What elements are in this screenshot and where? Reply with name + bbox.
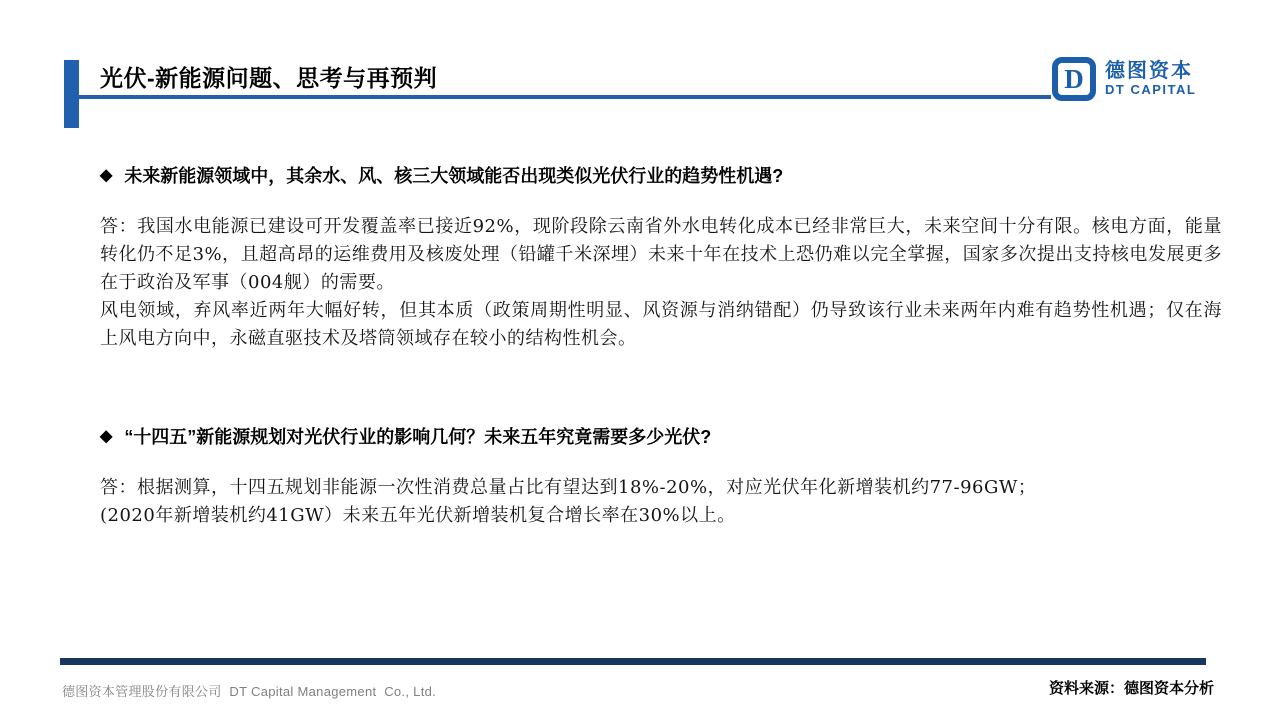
answer-2-paragraph-2: (2020年新增装机约41GW）未来五年光伏新增装机复合增长率在30%以上。 <box>100 505 736 526</box>
diamond-bullet-icon: ◆ <box>100 428 113 445</box>
dt-capital-logo <box>1052 57 1196 101</box>
logo-name-cn: 德图资本 <box>1105 60 1193 83</box>
answer-2 <box>100 474 1222 530</box>
question-1-text: 未来新能源领域中，其余水、风、核三大领域能否出现类似光伏行业的趋势性机遇? <box>124 166 784 186</box>
logo-text <box>1105 60 1196 98</box>
footer-source-note: 资料来源：德图资本分析 <box>1048 680 1214 697</box>
title-accent-bar <box>64 60 79 128</box>
question-2 <box>100 424 1222 450</box>
qa-block-2 <box>100 424 1222 530</box>
answer-1-paragraph-1: 答：我国水电能源已建设可开发覆盖率已接近92%，现阶段除云南省外水电转化成本已经非常巨大，未来空间十分有限。核电方面，能量转化仍不足3%，且超高昂的运维费用及核废处理（铅罐千米深埋）未来十年在技术上恐仍难以完全掌握，国家多次提出支持核电发展更多在于政治及军事（004舰）的需要。 <box>100 216 1222 293</box>
question-2-text: “十四五”新能源规划对光伏行业的影响几何？未来五年究竟需要多少光伏? <box>124 427 712 447</box>
footer-divider-bar <box>60 658 1206 665</box>
dt-capital-logo-icon: D <box>1052 57 1096 101</box>
title-underline <box>79 95 1051 99</box>
answer-1-paragraph-2: 风电领域，弃风率近两年大幅好转，但其本质（政策周期性明显、风资源与消纳错配）仍导致该行业未来两年内难有趋势性机遇；仅在海上风电方向中，永磁直驱技术及塔筒领域存在较小的结构性机会。 <box>100 300 1222 349</box>
logo-name-en: DT CAPITAL <box>1105 82 1197 98</box>
answer-1 <box>100 213 1222 353</box>
answer-2-paragraph-1: 答：根据测算，十四五规划非能源一次性消费总量占比有望达到18%-20%，对应光伏年化新增装机约77-96GW； <box>100 477 1037 498</box>
question-1 <box>100 163 1222 189</box>
qa-block-1 <box>100 163 1222 353</box>
footer-company-name: 德图资本管理股份有限公司 DT Capital Management Co., Ltd. <box>62 684 437 699</box>
diamond-bullet-icon: ◆ <box>100 167 113 184</box>
page-title: 光伏-新能源问题、思考与再预判 <box>100 65 438 91</box>
